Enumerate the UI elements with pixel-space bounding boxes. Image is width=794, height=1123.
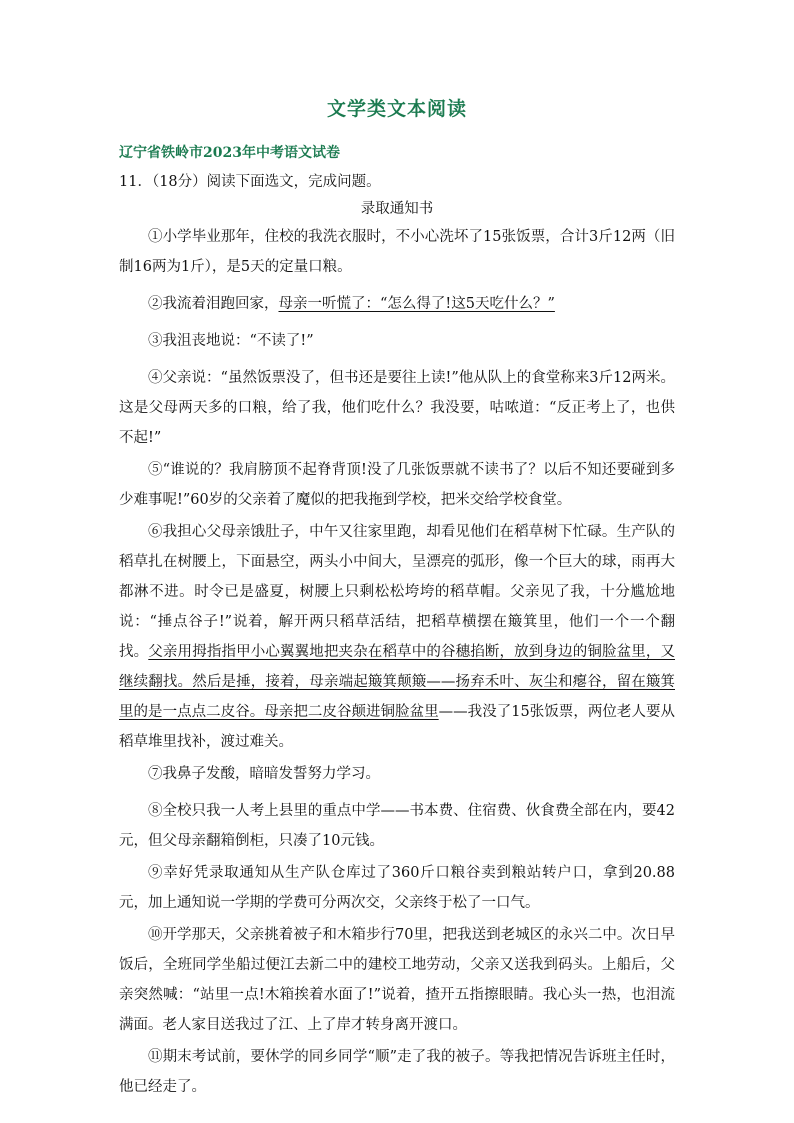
exam-source: 辽宁省铁岭市2023年中考语文试卷 xyxy=(119,145,340,161)
paragraph-1: ①小学毕业那年，住校的我洗衣服时，不小心洗坏了15张饭票，合计3斤12两（旧制16两为1斤），是5天的定量口粮。 xyxy=(119,229,675,275)
paragraph-6-underlined-2: 母亲把二皮谷颠进铜脸盆里 xyxy=(264,704,439,720)
paragraph-9: ⑨幸好凭录取通知从生产队仓库过了360斤口粮谷卖到粮站转户口，拿到20.88元，加上通知说一学期的学费可分两次交，父亲终于松了一口气。 xyxy=(119,865,675,911)
page-title: 文学类文本阅读 xyxy=(326,98,467,120)
paragraph-5: ⑤“谁说的？我肩膀顶不起脊背顶!没了几张饭票就不读书了？以后不知还要碰到多少难事呢!”60岁的父亲着了魔似的把我拖到学校，把米交给学校食堂。 xyxy=(119,462,675,508)
paragraph-6-end: ——我没了15张饭票，两位老人要从稻草堆里找补，渡过难关。 xyxy=(119,704,676,750)
paragraph-8: ⑧全校只我一人考上县里的重点中学——书本费、住宿费、伙食费全部在内，要42元，但父母亲翻箱倒柜，只凑了10元钱。 xyxy=(119,803,675,849)
paragraph-3: ③我沮丧地说：“不读了!” xyxy=(148,333,314,349)
paragraph-2-underlined: 母亲一听慌了：“怎么得了!这5天吃什么？” xyxy=(278,296,555,312)
paragraph-6-text: ⑥我担心父母亲饿肚子，中午又往家里跑，却看见他们在稻草树下忙碌。生产队的稻草扎在树腰上，下面悬空，两头小中间大，呈漂亮的弧形，像一个巨大的球，雨再大都淋不进。时令已是盛夏，树腰上只剩松松垮垮的稻草帽。父亲见了我，十分尴尬地说：“捶点谷子!”说着，解开两只稻草活结，把稻草横摆在簸箕里，他们一个一个翻找。 xyxy=(119,524,675,660)
paragraph-7: ⑦我鼻子发酸，暗暗发誓努力学习。 xyxy=(148,766,380,782)
question-prompt: 11．（18分）阅读下面选文，完成问题。 xyxy=(119,174,381,190)
paragraph-4: ④父亲说：“虽然饭票没了，但书还是要往上读!”他从队上的食堂称来3斤12两米。这是父母两天多的口粮，给了我，他们吃什么？我没要，咕哝道：“反正考上了，也供不起!” xyxy=(119,370,675,446)
paragraph-10: ⑩开学那天，父亲挑着被子和木箱步行70里，把我送到老城区的永兴二中。次日早饭后，全班同学坐船过便江去新二中的建校工地劳动，父亲又送我到码头。上船后，父亲突然喊：“站里一点!木箱挨着水面了!”说着，揸开五指擦眼睛。我心头一热，也泪流满面。老人家目送我过了江、上了岸才转身离开渡口。 xyxy=(119,927,675,1033)
paragraph-6-underlined-1: 父亲用拇指指甲小心翼翼地把夹杂在稻草中的谷穗掐断，放到身边的铜脸盆里，又继续翻找。然后是捶，接着，母亲端起簸箕颠簸——扬弃禾叶、灰尘和瘪谷，留在簸箕里的是一点点二皮谷。 xyxy=(119,644,676,720)
essay-body xyxy=(119,222,675,1104)
paragraph-2-text: ②我流着泪跑回家， xyxy=(148,296,279,312)
paragraph-6 xyxy=(119,517,675,757)
paragraph-11: ⑪期末考试前，要休学的同乡同学“顺”走了我的被子。等我把情况告诉班主任时，他已经走了。 xyxy=(119,1049,675,1095)
paragraph-2 xyxy=(119,289,675,319)
essay-title: 录取通知书 xyxy=(360,201,434,217)
